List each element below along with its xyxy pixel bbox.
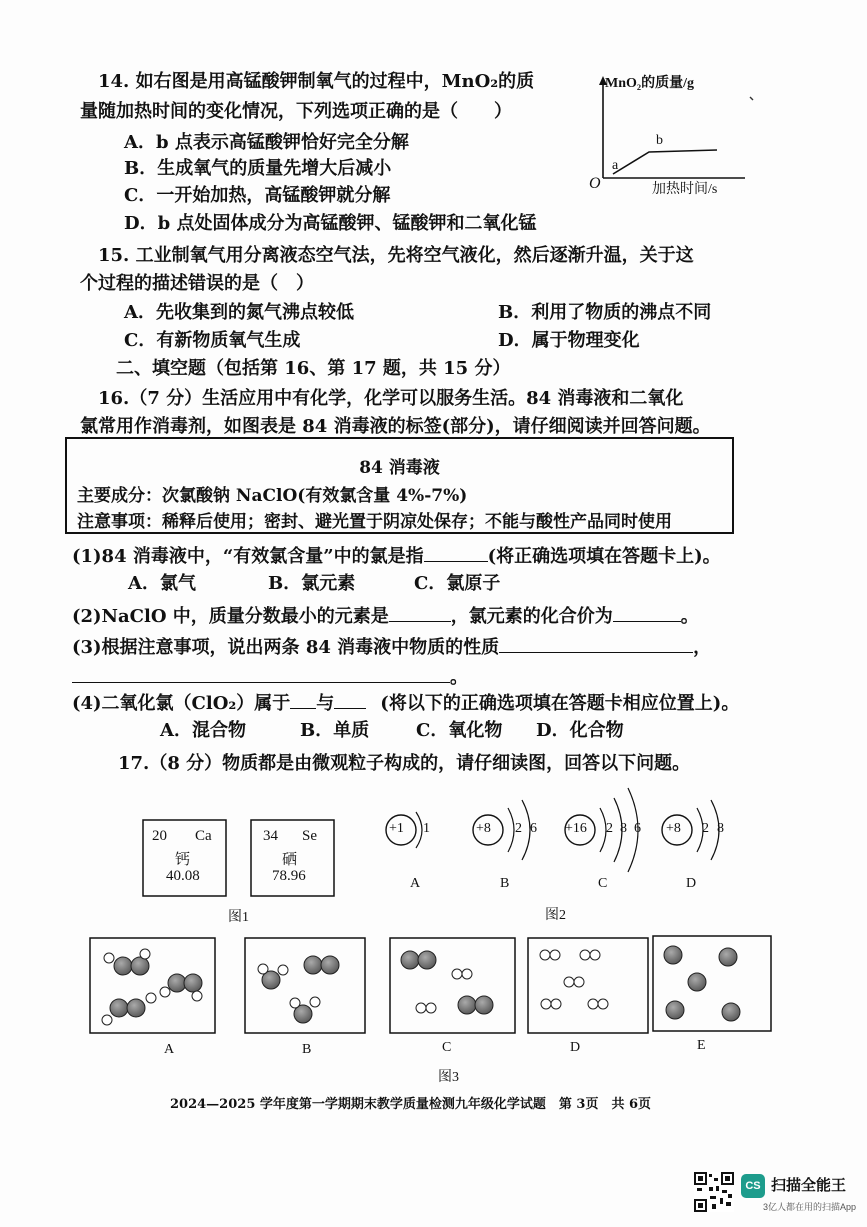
fig1-caption: 图1 bbox=[228, 910, 249, 925]
ca-name: 钙 bbox=[175, 852, 191, 868]
q16-p4-option-c: C．氧化物 bbox=[416, 720, 503, 741]
graph-curve bbox=[613, 150, 717, 174]
q15-line1: 15. 工业制氧气用分离液态空气法，先将空气液化，然后逐渐升温，关于这 bbox=[98, 245, 694, 266]
answer-blank bbox=[424, 543, 488, 562]
graph-point-a: a bbox=[612, 158, 619, 173]
answer-blank bbox=[499, 634, 693, 653]
atom-a-nucleus: +1 bbox=[389, 821, 404, 836]
fig3-caption: 图3 bbox=[438, 1070, 459, 1085]
q16-part4-text: (4)二氧化氯（ClO₂）属于 bbox=[72, 693, 291, 714]
fig3-label-e: E bbox=[697, 1038, 706, 1053]
q15-line2: 个过程的描述错误的是（ ） bbox=[80, 273, 314, 294]
ca-symbol: Ca bbox=[195, 828, 212, 844]
label-title: 84 消毒液 bbox=[359, 458, 440, 478]
q16-part4-mid: 与 bbox=[316, 693, 335, 714]
scanner-slogan: 3亿人都在用的扫描App bbox=[763, 1202, 857, 1212]
fig2-atom-diagrams bbox=[380, 780, 740, 880]
atom-d-shell-1: 2 bbox=[702, 821, 709, 836]
q16-part3-end: 。 bbox=[450, 667, 468, 688]
q16-part2-text: (2)NaClO 中，质量分数最小的元素是 bbox=[72, 606, 389, 627]
se-name: 硒 bbox=[282, 852, 298, 868]
fig3-label-b: B bbox=[302, 1042, 312, 1057]
q16-part1-tail: (将正确选项填在答题卡上)。 bbox=[487, 546, 721, 567]
q16-part4 bbox=[72, 690, 739, 716]
ca-mass: 40.08 bbox=[166, 868, 200, 884]
se-mass: 78.96 bbox=[272, 868, 306, 884]
atom-b-shell-1: 2 bbox=[515, 821, 522, 836]
q15-option-a: A．先收集到的氮气沸点较低 bbox=[124, 302, 354, 323]
answer-blank bbox=[334, 690, 366, 709]
q15-option-d: D．属于物理变化 bbox=[498, 330, 640, 351]
q16-part1-text: (1)84 消毒液中，“有效氯含量”中的氯是指 bbox=[72, 546, 424, 567]
q16-part2-mid: ，氯元素的化合价为 bbox=[450, 606, 613, 627]
atom-c-label: C bbox=[598, 876, 608, 891]
page-footer: 2024—2025 学年度第一学期期末教学质量检测九年级化学试题 第 3页 共 6页 bbox=[170, 1097, 652, 1112]
atom-c-shell-2: 8 bbox=[620, 821, 627, 836]
atom-b-shell-2: 6 bbox=[530, 821, 537, 836]
q16-line2: 氯常用作消毒剂，如图表是 84 消毒液的标签(部分)，请仔细阅读并回答问题。 bbox=[80, 416, 711, 437]
fig3-label-d: D bbox=[570, 1040, 581, 1055]
fig3-box-e bbox=[653, 936, 771, 1031]
section-fill-in-heading: 二、填空题（包括第 16、第 17 题，共 15 分） bbox=[116, 358, 511, 379]
answer-blank bbox=[290, 690, 316, 709]
q14-line2: 量随加热时间的变化情况，下列选项正确的是（ ） bbox=[80, 101, 512, 122]
q16-p1-option-b: B．氯元素 bbox=[268, 573, 356, 594]
camscanner-logo-icon: CS bbox=[741, 1174, 765, 1198]
atom-c-shell-3: 6 bbox=[634, 821, 641, 836]
graph-xlabel: 加热时间/s bbox=[652, 182, 718, 197]
q14-option-d: D．b 点处固体成分为高锰酸钾、锰酸钾和二氧化锰 bbox=[124, 213, 537, 234]
atom-a-shell-1: 1 bbox=[423, 821, 430, 836]
fig2-caption: 图2 bbox=[545, 908, 566, 923]
graph-point-b: b bbox=[656, 133, 663, 148]
q16-part4-tail: (将以下的正确选项填在答题卡相应位置上)。 bbox=[380, 693, 740, 714]
q16-p1-option-a: A．氯气 bbox=[128, 573, 196, 594]
q15-option-c: C．有新物质氧气生成 bbox=[124, 330, 301, 351]
q16-part1 bbox=[72, 543, 721, 569]
atom-a-label: A bbox=[410, 876, 421, 891]
fig3-particle-boxes bbox=[85, 930, 775, 1040]
fig3-label-c: C bbox=[442, 1040, 452, 1055]
q16-part3-comma: ， bbox=[693, 637, 712, 658]
disinfectant-label-box bbox=[65, 437, 734, 534]
answer-blank bbox=[72, 664, 450, 683]
scanner-app-name: 扫描全能王 bbox=[771, 1177, 847, 1194]
fig3-box-a bbox=[90, 938, 215, 1033]
atom-c-nucleus: +16 bbox=[565, 821, 587, 836]
q14-option-b: B．生成氧气的质量先增大后减小 bbox=[124, 158, 392, 179]
q16-p4-option-b: B．单质 bbox=[300, 720, 370, 741]
q16-part3-line2 bbox=[72, 664, 468, 690]
q15-option-b: B．利用了物质的沸点不同 bbox=[498, 302, 712, 323]
answer-blank bbox=[613, 603, 681, 622]
q16-part3 bbox=[72, 634, 711, 660]
q16-p4-option-a: A．混合物 bbox=[160, 720, 246, 741]
fig3-box-b bbox=[245, 938, 365, 1033]
q14-option-c: C．一开始加热，高锰酸钾就分解 bbox=[124, 185, 391, 206]
q16-line1: 16.（7 分）生活应用中有化学，化学可以服务生活。84 消毒液和二氧化 bbox=[98, 388, 684, 409]
q16-part2 bbox=[72, 603, 699, 629]
label-main-ingredient: 主要成分：次氯酸钠 NaClO(有效氯含量 4%-7%) bbox=[77, 486, 468, 506]
atom-c-shell-1: 2 bbox=[606, 821, 613, 836]
fig3-label-a: A bbox=[164, 1042, 175, 1057]
graph-origin: O bbox=[589, 175, 601, 192]
qr-code-icon bbox=[694, 1172, 734, 1212]
q16-p1-option-c: C．氯原子 bbox=[414, 573, 501, 594]
atom-b-nucleus: +8 bbox=[476, 821, 491, 836]
ca-number: 20 bbox=[152, 828, 167, 844]
fig3-box-c bbox=[390, 938, 515, 1033]
q16-part3-text: (3)根据注意事项，说出两条 84 消毒液中物质的性质 bbox=[72, 637, 500, 658]
answer-blank bbox=[389, 603, 451, 622]
graph-ylabel: MnO₂的质量/g bbox=[605, 76, 694, 91]
atom-d-label: D bbox=[686, 876, 697, 891]
q14-line1: 14. 如右图是用高锰酸钾制氧气的过程中，MnO₂的质 bbox=[98, 71, 535, 92]
atom-d-shell-2: 8 bbox=[717, 821, 724, 836]
q16-p4-option-d: D．化合物 bbox=[536, 720, 624, 741]
fig3-box-d bbox=[528, 938, 648, 1033]
q14-option-a: A．b 点表示高锰酸钾恰好完全分解 bbox=[124, 132, 409, 153]
q16-part2-end: 。 bbox=[680, 606, 699, 627]
atom-b-label: B bbox=[500, 876, 510, 891]
se-symbol: Se bbox=[302, 828, 317, 844]
se-number: 34 bbox=[263, 828, 278, 844]
q17-line1: 17.（8 分）物质都是由微观粒子构成的，请仔细读图，回答以下问题。 bbox=[118, 753, 691, 774]
atom-d-nucleus: +8 bbox=[666, 821, 681, 836]
label-precautions: 注意事项：稀释后使用；密封、避光置于阴凉处保存；不能与酸性产品同时使用 bbox=[77, 512, 672, 532]
